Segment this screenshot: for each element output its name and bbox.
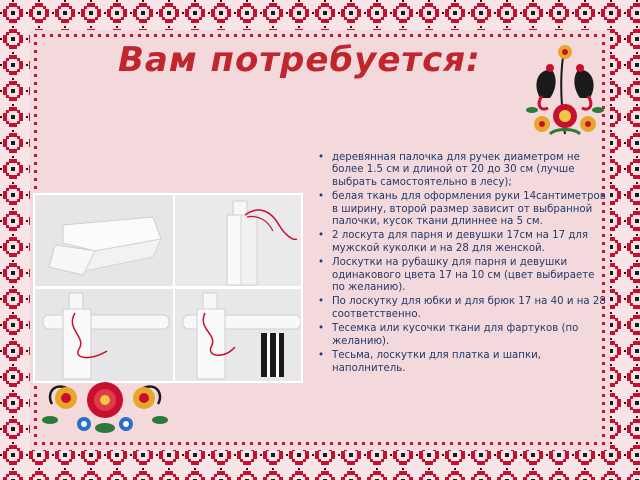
list-item: • белая ткань для оформления руки 14сантиметров в ширину, второй размер зависит от выбранной палочки, кусок ткани длиннее на 5 см.	[318, 191, 610, 228]
list-item: • деревянная палочка для ручек диаметром не более 1.5 см и длиной от 20 до 30 см (лучше выбрать самостоятельно в лесу);	[318, 152, 610, 189]
photo-step-2	[175, 195, 301, 286]
slide-title: Вам потребуется:	[118, 40, 481, 80]
list-item: • По лоскутку для юбки и для брюк 17 на 40 и на 28 соответственно.	[318, 296, 610, 321]
list-item: • Лоскутки на рубашку для парня и девушки одинакового цвета 17 на 10 см (цвет выбираете по желанию).	[318, 257, 610, 294]
photo-collage	[33, 193, 303, 383]
materials-list	[318, 152, 610, 377]
flower-folk-ornament	[40, 370, 170, 442]
photo-step-1	[35, 195, 173, 286]
list-item: • 2 лоскута для парня и девушки 17см на 17 для мужской куколки и на 28 для женской.	[318, 230, 610, 255]
photo-step-3	[35, 289, 173, 381]
list-item: • Тесьма, лоскутки для платка и шапки, наполнитель.	[318, 350, 610, 375]
list-item: • Тесемка или кусочки ткани для фартуков (по желанию).	[318, 323, 610, 348]
rooster-folk-ornament	[520, 38, 610, 142]
photo-step-4	[175, 289, 301, 381]
